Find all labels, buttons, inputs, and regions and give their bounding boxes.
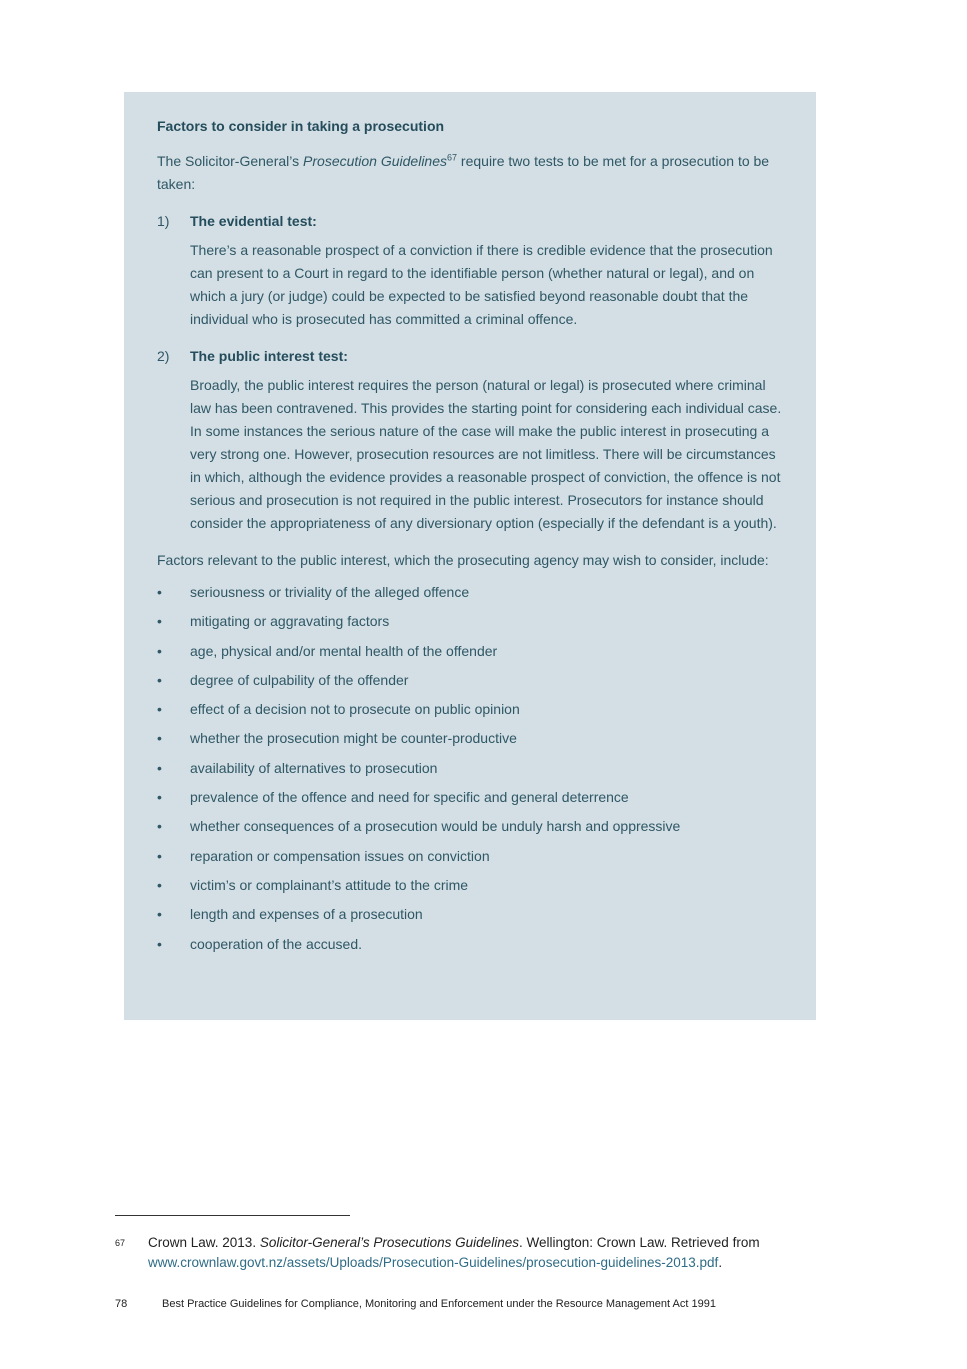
list-item xyxy=(157,695,782,724)
list-item-text: victim’s or complainant’s attitude to the crime xyxy=(190,876,469,893)
intro-text-before: The Solicitor-General’s xyxy=(157,153,304,169)
list-item xyxy=(157,666,782,695)
bullet: • xyxy=(157,847,162,864)
footnote xyxy=(115,1233,835,1273)
list-item-text: whether consequences of a prosecution would be unduly harsh and oppressive xyxy=(190,818,681,835)
list-item xyxy=(157,871,782,900)
bullet: • xyxy=(157,759,162,776)
bullet: • xyxy=(157,584,162,600)
list-item xyxy=(157,754,782,783)
public-interest-test xyxy=(157,345,782,535)
footer-title: Best Practice Guidelines for Compliance, Monitoring and Enforcement under the Resource Management Act 1991 xyxy=(162,1298,716,1310)
bullet: • xyxy=(157,906,162,923)
box-heading: Factors to consider in taking a prosecution xyxy=(157,118,445,134)
page-footer xyxy=(115,1298,716,1310)
list-item-text: seriousness or triviality of the alleged offence xyxy=(190,584,470,600)
prosecution-factors-box xyxy=(124,92,816,1020)
footnote-end: . xyxy=(718,1255,723,1270)
bullet: • xyxy=(157,613,162,630)
list-item-text: cooperation of the accused. xyxy=(190,935,363,952)
footnote-italic-title: Solicitor-General’s Prosecutions Guidelines xyxy=(259,1235,519,1250)
test-title: The evidential test: xyxy=(190,213,317,229)
list-item-text: prevalence of the offence and need for specific and general deterrence xyxy=(190,789,629,806)
footnote-divider xyxy=(115,1215,350,1216)
bullet: • xyxy=(157,642,162,659)
list-item-text: mitigating or aggravating factors xyxy=(190,613,390,630)
list-item-text: reparation or compensation issues on conviction xyxy=(190,847,490,864)
list-item-text: age, physical and/or mental health of the offender xyxy=(190,642,498,659)
evidential-test xyxy=(157,210,782,331)
test-body: There’s a reasonable prospect of a conviction if there is credible evidence that the prosecution can present to a Court in regard to the identifiable person (whether natural or legal), and on which a jury (or judge) could be expected to be satisfied beyond reasonable doubt that the individual who is prosecuted has committed a criminal offence. xyxy=(190,242,773,327)
test-body: Broadly, the public interest requires the person (natural or legal) is prosecuted where criminal law has been contravened. This provides the starting point for considering each individual case. In some instances the serious nature of the case will make the public interest in prosecuting a very strong one. However, prosecution resources are not limitless. There will be circumstances in which, although the evidence provides a reasonable prospect of conviction, the offence is not serious and prosecution is not required in the public interest. Prosecutors for instance should consider the appropriateness of any diversionary option (especially if the defendant is a youth). xyxy=(190,377,782,531)
bullet: • xyxy=(157,818,162,835)
list-item xyxy=(157,724,782,753)
bullet: • xyxy=(157,701,162,718)
test-title: The public interest test: xyxy=(190,348,348,364)
list-item-text: whether the prosecution might be counter-productive xyxy=(190,730,517,747)
footnote-text-before: Crown Law. 2013. xyxy=(148,1235,260,1250)
list-item-text: degree of culpability of the offender xyxy=(190,671,409,688)
footnote-link[interactable]: www.crownlaw.govt.nz/assets/Uploads/Prosecution-Guidelines/prosecution-guidelines-2013.pdf xyxy=(148,1255,719,1270)
footnote-number: 67 xyxy=(115,1238,126,1248)
bullet: • xyxy=(157,671,162,688)
list-item xyxy=(157,783,782,812)
footnote-body xyxy=(148,1233,835,1273)
list-item xyxy=(157,607,782,636)
list-item xyxy=(157,930,782,959)
intro-italic-title: Prosecution Guidelines xyxy=(303,153,448,169)
list-item xyxy=(157,637,782,666)
factors-intro: Factors relevant to the public interest, which the prosecuting agency may wish to consider, include: xyxy=(157,552,769,568)
test-number: 2) xyxy=(157,348,170,364)
bullet: • xyxy=(157,935,162,952)
footnote-text-after: . Wellington: Crown Law. Retrieved from xyxy=(518,1235,760,1250)
intro-text-after: require two tests to be met for a prosecution to be taken: xyxy=(157,153,770,192)
page-number: 78 xyxy=(115,1298,128,1310)
list-item-text: effect of a decision not to prosecute on public opinion xyxy=(190,701,520,718)
intro-paragraph xyxy=(157,150,782,196)
footnote-ref: 67 xyxy=(447,152,458,163)
list-item xyxy=(157,578,782,607)
test-number: 1) xyxy=(157,213,170,229)
list-item-text: length and expenses of a prosecution xyxy=(190,906,423,923)
list-item xyxy=(157,842,782,871)
factors-list xyxy=(157,578,782,959)
list-item xyxy=(157,812,782,841)
list-item xyxy=(157,900,782,929)
bullet: • xyxy=(157,876,162,893)
list-item-text: availability of alternatives to prosecution xyxy=(190,759,438,776)
bullet: • xyxy=(157,789,162,806)
bullet: • xyxy=(157,730,162,747)
